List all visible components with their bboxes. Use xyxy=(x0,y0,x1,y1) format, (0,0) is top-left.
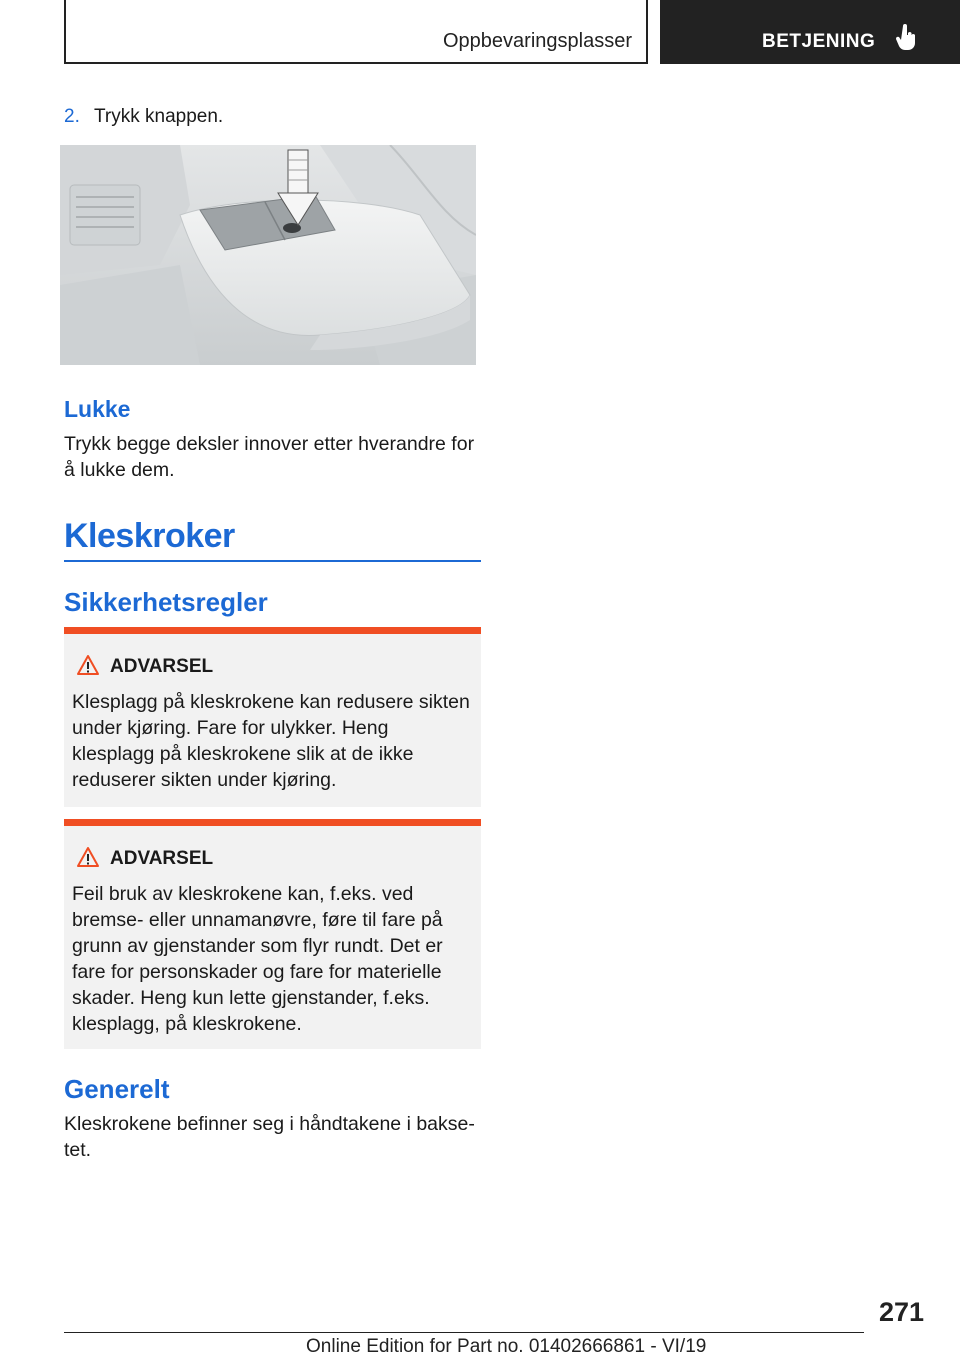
page-number: 271 xyxy=(878,1297,924,1327)
step-text: Trykk knappen. xyxy=(94,106,224,127)
header-section-box xyxy=(64,0,648,64)
generelt-text: Kleskrokene befinner seg i håndtakene i bakse‐ tet. xyxy=(64,1113,475,1161)
lukke-text: Trykk begge deksler innover etter hverandre for å lukke dem. xyxy=(64,433,475,481)
header-chapter-box[interactable] xyxy=(660,0,960,64)
step-item xyxy=(64,106,223,128)
warning-box xyxy=(64,819,481,1049)
kleskroker-heading: Kleskroker xyxy=(64,517,235,555)
footer-divider xyxy=(64,1332,864,1333)
warning-box xyxy=(64,627,481,807)
warning-triangle-icon xyxy=(76,846,100,873)
warning-title: ADVARSEL xyxy=(110,848,214,869)
warning-text: Klesplagg på kleskrokene kan redusere sikten under kjøring. Fare for ulykker. Heng klesplagg på kleskrokene slik at de ikke reduserer sikten under kjøring. xyxy=(72,691,470,791)
armrest-button-illustration xyxy=(60,145,476,365)
step-number: 2. xyxy=(64,106,80,127)
section-title: Oppbevaringsplasser xyxy=(443,30,632,52)
sikkerhetsregler-heading: Sikkerhetsregler xyxy=(64,587,268,617)
warning-text: Feil bruk av kleskrokene kan, f.eks. ved bremse- eller unnamanøvre, føre til fare på grunn av gjenstander som flyr rundt. Det er fare for personskader og fare for materielle skader. Heng kun lette gjenstander, f.eks. klesplagg, på kleskrokene. xyxy=(72,883,443,1035)
lukke-heading: Lukke xyxy=(64,396,131,422)
chapter-label[interactable]: BETJENING xyxy=(762,31,876,52)
hand-pointer-icon xyxy=(894,24,918,57)
edition-text: Online Edition for Part no. 01402666861 - VI/19 xyxy=(306,1336,707,1357)
heading-divider xyxy=(64,560,481,562)
warning-triangle-icon xyxy=(76,654,100,681)
warning-title: ADVARSEL xyxy=(110,656,214,677)
generelt-heading: Generelt xyxy=(64,1074,170,1104)
